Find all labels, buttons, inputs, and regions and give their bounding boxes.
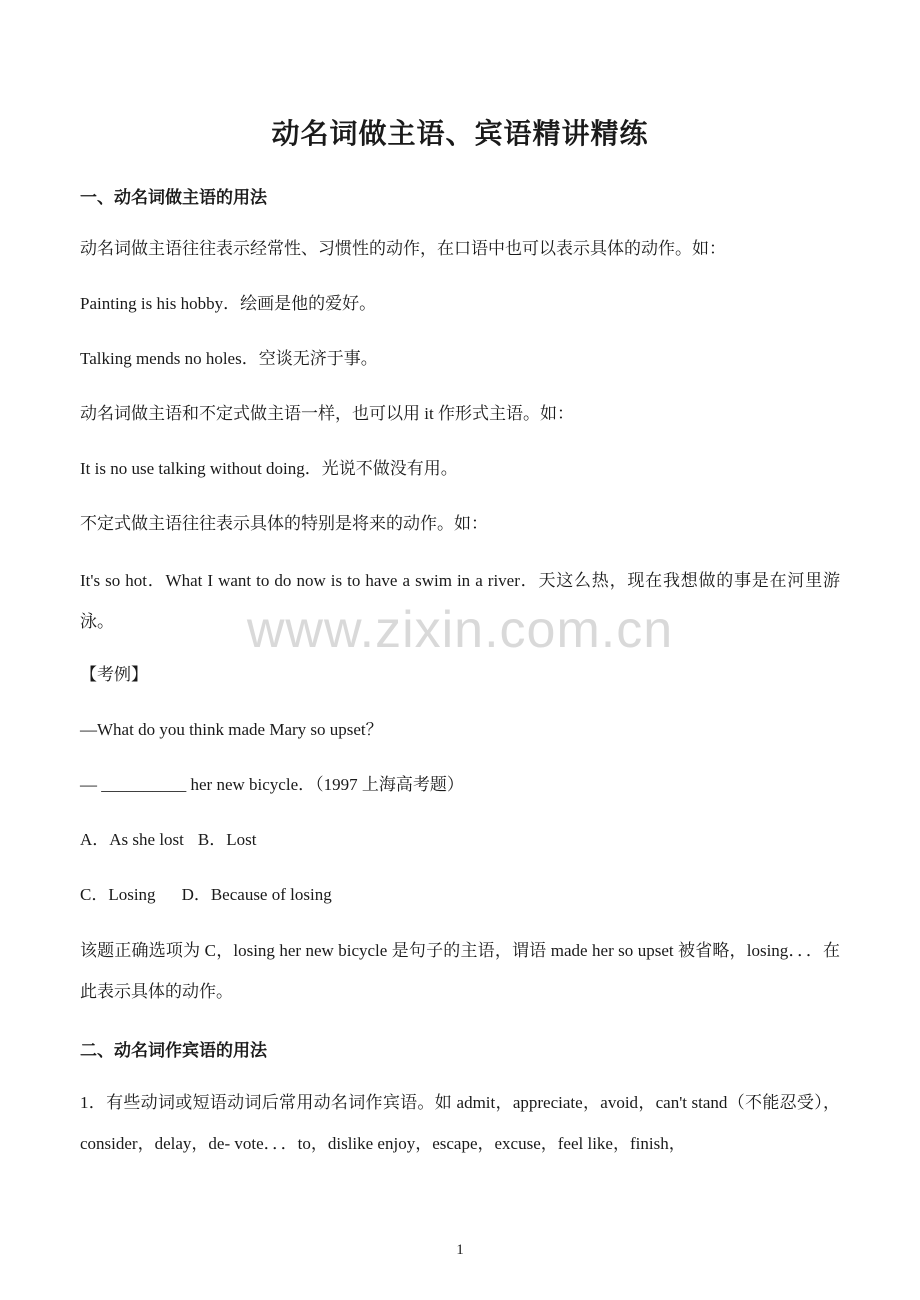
example-sentence: It is no use talking without doing．光说不做没有用。 <box>80 459 458 478</box>
option-a: A．As she lost <box>80 830 184 849</box>
option-c: C．Losing <box>80 885 156 904</box>
exam-answer-line: — __________ her new bicycle．（1997 上海高考题） <box>80 775 464 794</box>
options-row-2 <box>80 883 332 907</box>
example-label: 【考例】 <box>80 665 148 684</box>
explanation-paragraph: 该题正确选项为 C，losing her new bicycle 是句子的主语，谓语 made her so upset 被省略，losing．．．在此表示具体的动作。 <box>80 941 840 1001</box>
watermark: www.zixin.com.cn <box>246 601 674 659</box>
option-b: B．Lost <box>197 830 257 849</box>
options-row-1 <box>80 828 256 852</box>
example-sentence: Talking mends no holes．空谈无济于事。 <box>80 349 378 368</box>
example-sentence: Painting is his hobby．绘画是他的爱好。 <box>80 294 377 313</box>
option-d: D．Because of losing <box>181 885 332 904</box>
paragraph: 动名词做主语往往表示经常性、习惯性的动作，在口语中也可以表示具体的动作。如： <box>80 239 726 258</box>
exam-question: —What do you think made Mary so upset？ <box>80 720 383 739</box>
section1-heading: 一、动名词做主语的用法 <box>80 188 267 207</box>
page-number: 1 <box>456 1242 464 1258</box>
example-sentence: It's so hot．What I want to do now is to have a swim in a river．天这么热，现在我想做的事是在河里游泳。 <box>80 571 840 631</box>
paragraph: 不定式做主语往往表示具体的特别是将来的动作。如： <box>80 514 488 533</box>
paragraph: 动名词做主语和不定式做主语一样，也可以用 it 作形式主语。如： <box>80 404 574 423</box>
paragraph: 1．有些动词或短语动词后常用动名词作宾语。如 admit，appreciate，avoid，can't stand（不能忍受），consider，delay，de- vote．．．to，dislike enjoy，escape，excuse，feel like，finish， <box>80 1093 840 1153</box>
document-title: 动名词做主语、宾语精讲精练 <box>271 119 649 150</box>
section2-heading: 二、动名词作宾语的用法 <box>80 1041 267 1060</box>
